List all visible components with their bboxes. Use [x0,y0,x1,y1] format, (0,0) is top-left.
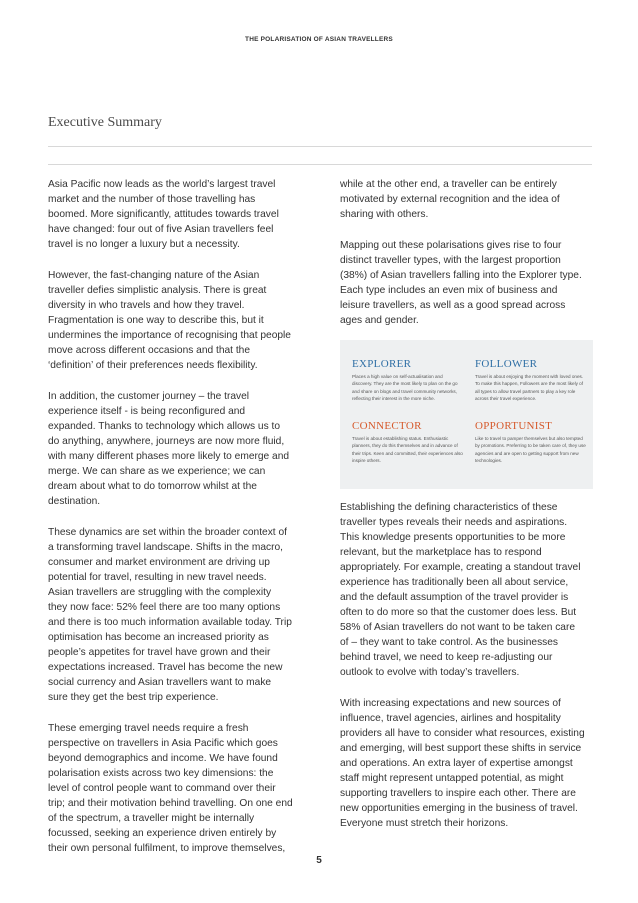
running-head: THE POLARISATION OF ASIAN TRAVELLERS [245,36,393,43]
rule-bottom [48,164,592,165]
type-description: Like to travel to pamper themselves but also tempted by promotions. Preferring to be taken care of, they use agencies and are open to getting support from new technologies. [475,436,586,464]
type-description: Travel is about establishing status. Enthusiastic planners, they do this themselves and in advance of their trips. Keen and committed, their experiences also inspire others. [352,436,463,464]
type-name: EXPLORER [352,358,412,370]
body-paragraph: while at the other end, a traveller can be entirely motivated by external recognition and the idea of sharing with others. [340,179,560,220]
type-name: FOLLOWER [475,358,538,370]
page-number: 5 [316,855,322,866]
right-column-bottom [340,500,585,847]
type-opportunist [475,420,587,465]
type-description: Travel is about enjoying the moment with loved ones. To make this happen, Followers are the most likely of all types to allow travel partners to play a key role across their travel experience. [475,374,584,402]
type-connector [352,420,464,465]
body-paragraph: Asia Pacific now leads as the world’s largest travel market and the number of those travelling has boomed. More significantly, attitudes towards travel have changed: four out of five Asian travellers feel travel is no longer a luxury but a necessity. [48,179,279,250]
type-name: OPPORTUNIST [475,420,553,432]
body-paragraph: However, the fast-changing nature of the Asian traveller defies simplistic analysis. There is great diversity in who travels and how they travel. Fragmentation is one way to describe this, but it undermines the importance of recognising that people move across different occasions and that the ‘definition’ of their preferences needs flexibility. [48,270,291,371]
section-title: Executive Summary [48,115,162,130]
rule-top [48,146,592,147]
body-paragraph: These dynamics are set within the broader context of a transforming travel landscape. Shifts in the macro, consumer and market environment are driving up potential for travel, resulting in new travel needs. Asian travellers are struggling with the complexity they now face: 52% feel there are too many options and there is too much information available today. Trip optimisation has become an increased priority as people’s appetites for travel have grown and their expectations increased. Travel has become the new social currency and Asian travellers want to make sure they get the best trip experience. [48,527,292,703]
body-paragraph: Establishing the defining characteristics of these traveller types reveals their needs and aspirations. This knowledge presents opportunities to be more relevant, but the marketplace has to respond appropriately. For example, creating a standout travel experience has traditionally been all about service, and the default assumption of the travel provider is often to do more so that the customer does less. But 58% of Asian travellers do not want to be taken care of – they want to take control. As the businesses behind travel, we need to keep re-adjusting our outlook to evolve with today’s travellers. [340,502,581,678]
body-paragraph: Mapping out these polarisations gives rise to four distinct traveller types, with the largest proportion (38%) of Asian travellers falling into the Explorer type. Each type includes an even mix of business and leisure travellers, as well as a good spread across ages and gender. [340,240,582,326]
right-column-top [340,177,585,344]
type-description: Places a high value on self-actualisation and discovery. They are the most likely to plan on the go and share on blogs and travel community networks, reflecting their interest in the more niche. [352,374,458,402]
body-paragraph: In addition, the customer journey – the travel experience itself - is being reconfigured and expanded. Thanks to technology which allows us to do anything, anywhere, journeys are now more fluid, with many different phases more likely to emerge and merge. We can share as we experience; we can dream about what to do tomorrow whilst at the destination. [48,391,290,507]
left-column [48,177,293,872]
type-explorer [352,358,464,403]
traveller-types-panel [340,340,593,489]
type-follower [475,358,587,403]
body-paragraph: These emerging travel needs require a fresh perspective on travellers in Asia Pacific which goes beyond demographics and income. We have found polarisation exists across two key dimensions: the level of control people want to command over their trip; and their motivation behind travelling. On one end of the spectrum, a traveller might be internally focussed, seeking an experience driven entirely by their own personal fulfilment, to improve themselves, [48,723,293,854]
type-name: CONNECTOR [352,420,422,432]
body-paragraph: With increasing expectations and new sources of influence, travel agencies, airlines and hospitality providers all have to consider what resources, existing and emerging, will best support these shifts in service and operations. An extra layer of expertise amongst staff might represent untapped potential, as might supporting travellers to inspire each other. There are new opportunities emerging in the business of travel. Everyone must stretch their horizons. [340,698,585,829]
